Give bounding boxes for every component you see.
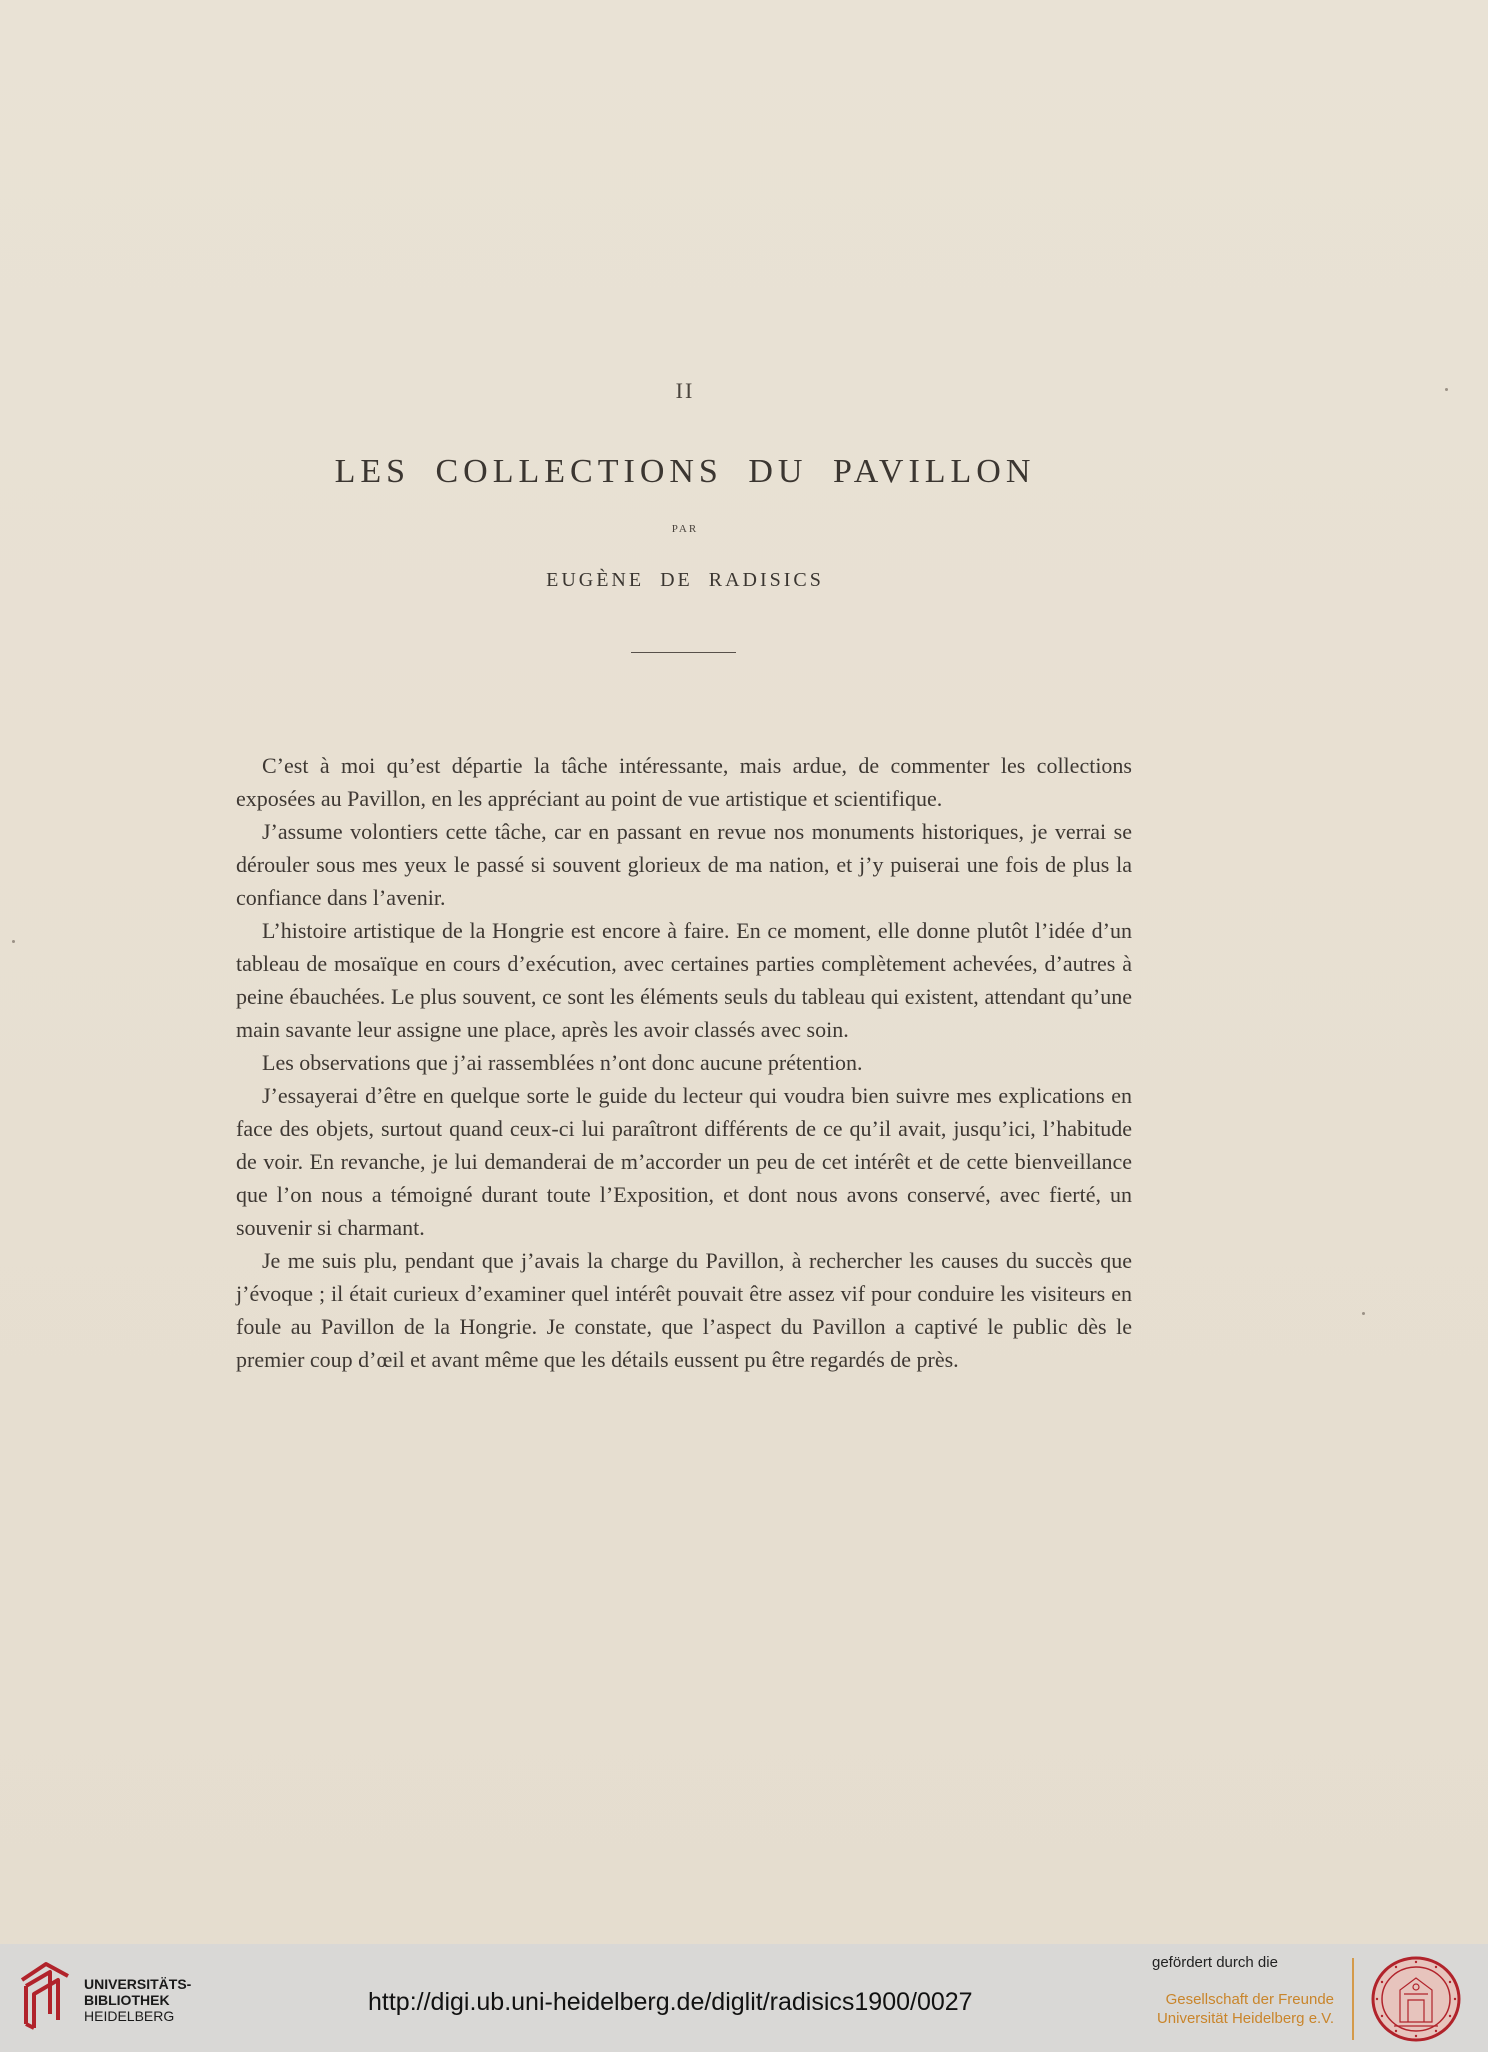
sponsor-line: Universität Heidelberg e.V.: [1156, 2010, 1334, 2027]
page-title: LES COLLECTIONS DU PAVILLON: [334, 453, 1036, 490]
sponsor-line: Gesellschaft der Freunde: [1165, 1991, 1334, 2008]
library-name-line: HEIDELBERG: [84, 2008, 175, 2024]
library-name: [84, 1976, 191, 2024]
paragraph: Les observations que j’ai rassemblées n’ont donc aucune prétention.: [262, 1050, 863, 1075]
permalink-url[interactable]: http://digi.ub.uni-heidelberg.de/diglit/radisics1900/0027: [368, 1988, 973, 2016]
footer-divider: [1352, 1958, 1354, 2040]
library-name-line: BIBLIOTHEK: [84, 1992, 170, 2008]
footer-banner: [0, 1944, 1488, 2052]
byline-par: PAR: [671, 523, 699, 535]
university-seal-icon: [1370, 1956, 1462, 2042]
library-name-line: UNIVERSITÄTS-: [84, 1976, 192, 1992]
paragraph: J’assume volontiers cette tâche, car en passant en revue nos monuments historiques, je verrai se dérouler sous mes yeux le passé si souvent glorieux de ma nation, et j’y puiserai une fois de plus la confiance dans l’avenir.: [236, 819, 1132, 910]
paragraph: Je me suis plu, pendant que j’avais la charge du Pavillon, à rechercher les causes du succès que j’évoque ; il était curieux d’examiner quel intérêt pouvait être assez vif pour conduire les visiteurs en foule au Pavillon de la Hongrie. Je constate, que l’aspect du Pavillon a captivé le public dès le premier coup d’œil et avant même que les détails eussent pu être regardés de près.: [236, 1248, 1132, 1372]
paragraph: J’essayerai d’être en quelque sorte le guide du lecteur qui voudra bien suivre mes explications en face des objets, surtout quand ceux-ci lui paraîtront différents de ce qu’il avait, jusqu’ici, l’habitude de voir. En revanche, je lui demanderai de m’accorder un peu de cet intérêt et de cette bienveillance que l’on nous a témoigné durant toute l’Exposition, et dont nous avons conservé, avec fierté, un souvenir si charmant.: [236, 1083, 1132, 1240]
paragraph: C’est à moi qu’est départie la tâche intéressante, mais ardue, de commenter les collections exposées au Pavillon, en les appréciant au point de vue artistique et scientifique.: [236, 753, 1132, 811]
author-name: EUGÈNE DE RADISICS: [546, 569, 824, 591]
chapter-number: II: [675, 378, 695, 403]
paper-speck: [12, 940, 15, 943]
title-divider: [631, 652, 736, 653]
paper-speck: [1362, 1312, 1365, 1315]
sponsor-name: [1134, 1990, 1334, 2028]
paragraph: L’histoire artistique de la Hongrie est encore à faire. En ce moment, elle donne plutôt l’idée d’un tableau de mosaïque en cours d’exécution, avec certaines parties complètement achevées, d’autres à peine ébauchées. Le plus souvent, ce sont les éléments seuls du tableau qui existent, attendant qu’une main savante leur assigne une place, après les avoir classés avec soin.: [236, 918, 1132, 1042]
paper-speck: [1445, 388, 1448, 391]
body-text: [236, 749, 1132, 1376]
sponsor-intro: gefördert durch die: [1152, 1954, 1278, 1971]
university-library-logo-icon[interactable]: [16, 1958, 74, 2034]
